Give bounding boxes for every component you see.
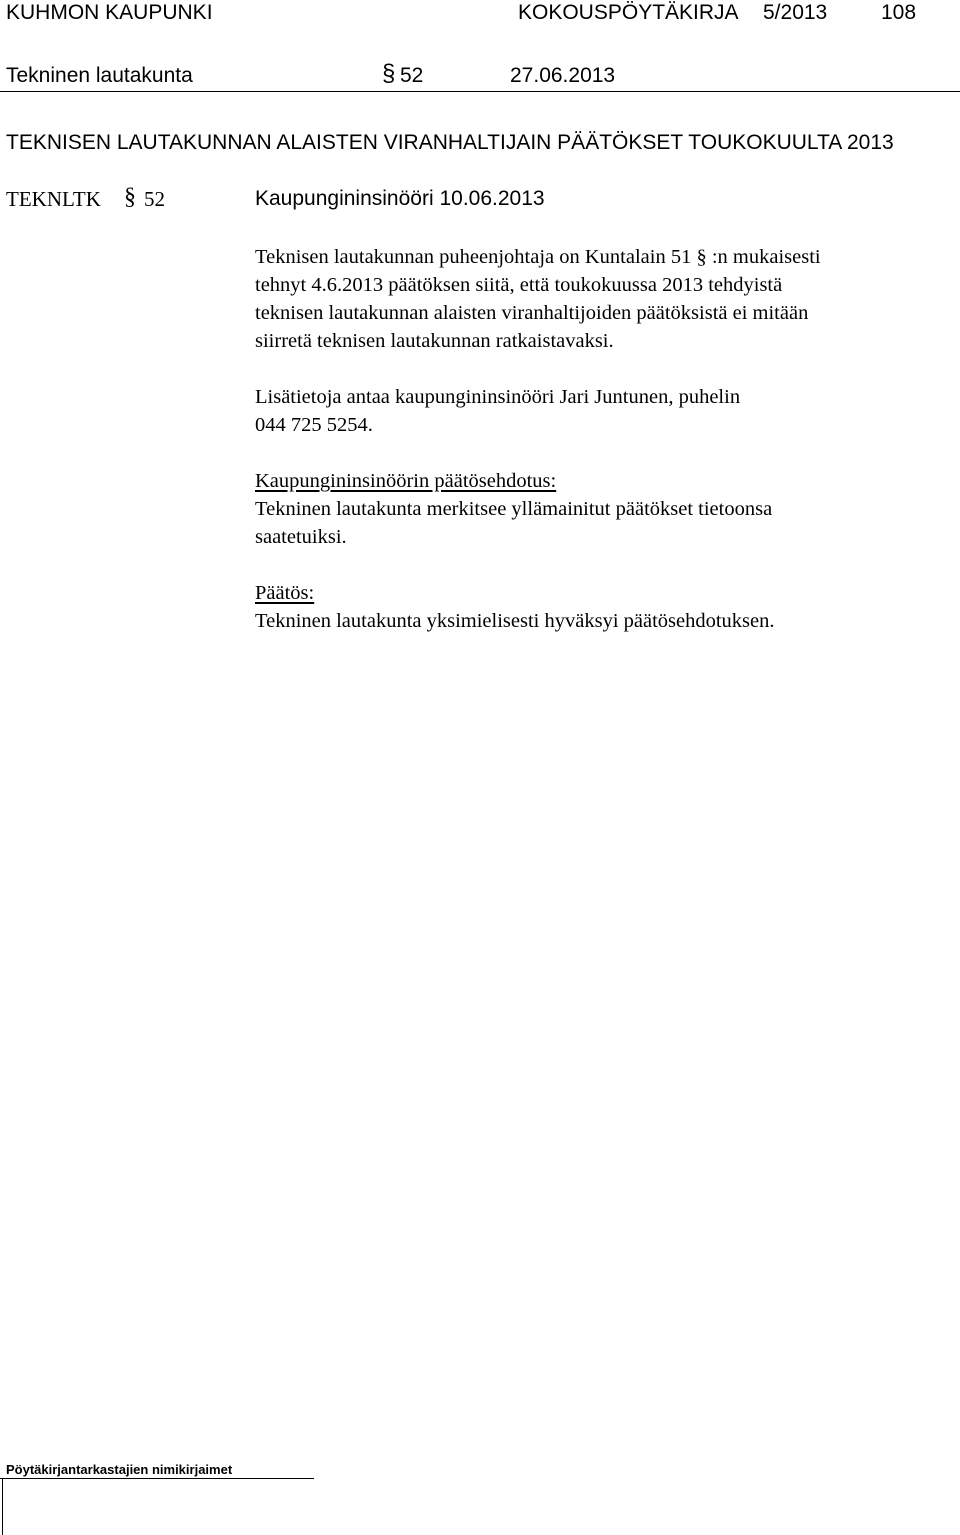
- meeting-date: 27.06.2013: [510, 64, 616, 87]
- signature-box-border: [2, 1478, 3, 1535]
- header-divider: [0, 91, 960, 92]
- body-paragraph-line: Teknisen lautakunnan puheenjohtaja on Kuntalain 51 § :n mukaisesti: [255, 246, 821, 268]
- author-date: Kaupungininsinööri 10.06.2013: [255, 187, 545, 210]
- decision-label: Päätös:: [255, 582, 315, 604]
- body-paragraph-line: tehnyt 4.6.2013 päätöksen siitä, että toukokuussa 2013 tehdyistä: [255, 274, 783, 296]
- proposal-text-line: saatetuiksi.: [255, 526, 347, 548]
- section-number: 52: [400, 64, 424, 87]
- reference-prefix: TEKNLTK: [6, 187, 101, 211]
- section-icon: §: [382, 60, 396, 87]
- body-paragraph-line: siirretä teknisen lautakunnan ratkaistavaksi.: [255, 330, 614, 352]
- contact-info-line: Lisätietoja antaa kaupungininsinööri Jari Juntunen, puhelin: [255, 386, 741, 408]
- contact-phone: 044 725 5254.: [255, 414, 373, 436]
- proposal-text-line: Tekninen lautakunta merkitsee yllämainitut päätökset tietoonsa: [255, 498, 773, 520]
- document-type: KOKOUSPÖYTÄKIRJA: [518, 1, 739, 24]
- municipality-name: KUHMON KAUPUNKI: [6, 1, 213, 24]
- reference-number: 52: [144, 187, 165, 211]
- proposal-label: Kaupungininsinöörin päätösehdotus:: [255, 470, 557, 492]
- board-name: Tekninen lautakunta: [6, 64, 193, 87]
- decision-text: Tekninen lautakunta yksimielisesti hyväksyi päätösehdotuksen.: [255, 610, 775, 632]
- page-number: 108: [881, 1, 917, 24]
- page-title: TEKNISEN LAUTAKUNNAN ALAISTEN VIRANHALTIJAIN PÄÄTÖKSET TOUKOKUULTA 2013: [6, 131, 894, 154]
- document-number: 5/2013: [763, 1, 828, 24]
- signatures-label: Pöytäkirjantarkastajien nimikirjaimet: [6, 1462, 233, 1477]
- reference-section-icon: §: [124, 184, 136, 210]
- signature-line: [0, 1478, 314, 1479]
- body-paragraph-line: teknisen lautakunnan alaisten viranhaltijoiden päätöksistä ei mitään: [255, 302, 809, 324]
